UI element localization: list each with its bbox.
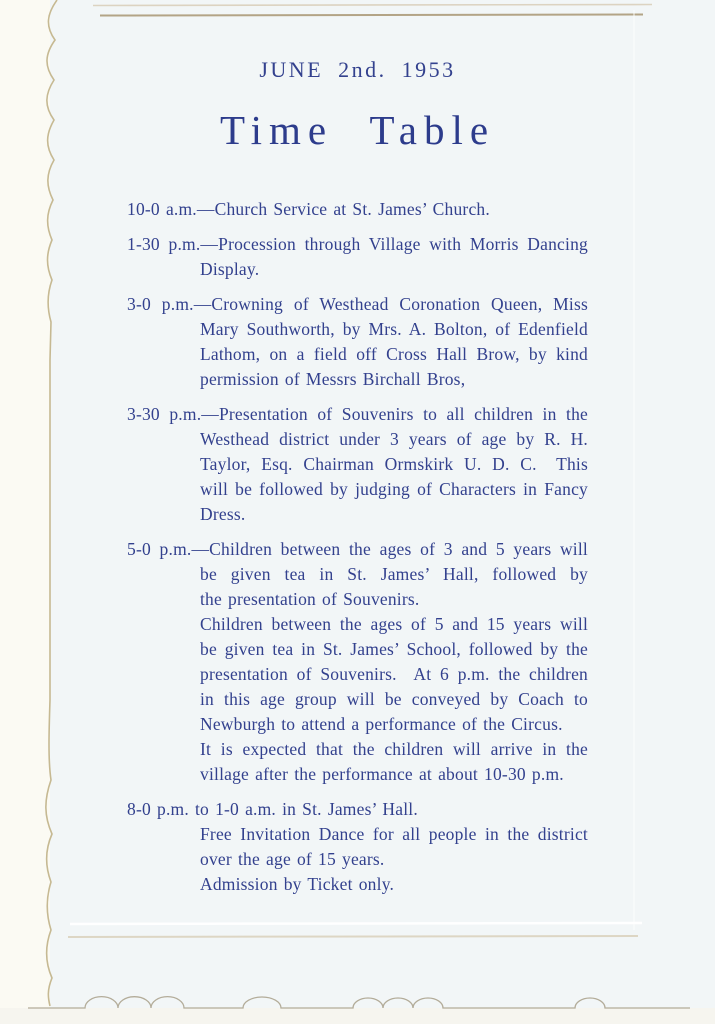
timetable-line: Admission by Ticket only. xyxy=(200,874,395,894)
timetable-entry xyxy=(127,537,588,787)
timetable-line: Mary Southworth, by Mrs. A. Bolton, of Edenfield xyxy=(200,319,588,339)
timetable-line: Newburgh to attend a performance of the Circus. xyxy=(200,714,563,734)
event-date: JUNE 2nd. 1953 xyxy=(259,57,456,82)
timetable-entry xyxy=(127,797,588,897)
timetable-line: 1-30 p.m.—Procession through Village with Morris Dancing xyxy=(127,234,588,254)
timetable-entry xyxy=(127,197,588,222)
timetable-line: Lathom, on a field off Cross Hall Brow, by kind xyxy=(200,344,588,364)
timetable-entry xyxy=(127,292,588,392)
timetable-line: the presentation of Souvenirs. xyxy=(200,589,420,609)
timetable-line: Display. xyxy=(200,259,260,279)
timetable-line: be given tea in St. James’ School, followed by the xyxy=(200,639,588,659)
timetable-line: 10-0 a.m.—Church Service at St. James’ Church. xyxy=(127,199,490,219)
programme-content xyxy=(127,0,588,1024)
timetable-line: over the age of 15 years. xyxy=(200,849,385,869)
timetable-line: Westhead district under 3 years of age by R. H. xyxy=(200,429,588,449)
timetable-line: Taylor, Esq. Chairman Ormskirk U. D. C. This xyxy=(200,454,588,474)
card-left-margin xyxy=(0,0,50,1024)
timetable-line: presentation of Souvenirs. At 6 p.m. the children xyxy=(200,664,588,684)
timetable-line: 3-30 p.m.—Presentation of Souvenirs to all children in the xyxy=(127,404,588,424)
timetable-entries xyxy=(127,197,588,907)
timetable-entry xyxy=(127,402,588,527)
timetable-line: be given tea in St. James’ Hall, followed by xyxy=(200,564,588,584)
timetable-line: 3-0 p.m.—Crowning of Westhead Coronation Queen, Miss xyxy=(127,294,588,314)
timetable-line: 5-0 p.m.—Children between the ages of 3 and 5 years will xyxy=(127,539,588,559)
timetable-line: Dress. xyxy=(200,504,246,524)
timetable-line: permission of Messrs Birchall Bros, xyxy=(200,369,466,389)
timetable-line: Children between the ages of 5 and 15 years will xyxy=(200,614,588,634)
timetable-line: village after the performance at about 10-30 p.m. xyxy=(200,764,564,784)
timetable-line: in this age group will be conveyed by Coach to xyxy=(200,689,588,709)
timetable-line: Free Invitation Dance for all people in the district xyxy=(200,824,588,844)
timetable-line: 8-0 p.m. to 1-0 a.m. in St. James’ Hall. xyxy=(127,799,418,819)
timetable-entry xyxy=(127,232,588,282)
timetable-line: will be followed by judging of Characters in Fancy xyxy=(200,479,588,499)
document-title: Time Table xyxy=(219,107,496,153)
timetable-line: It is expected that the children will arrive in the xyxy=(200,739,588,759)
